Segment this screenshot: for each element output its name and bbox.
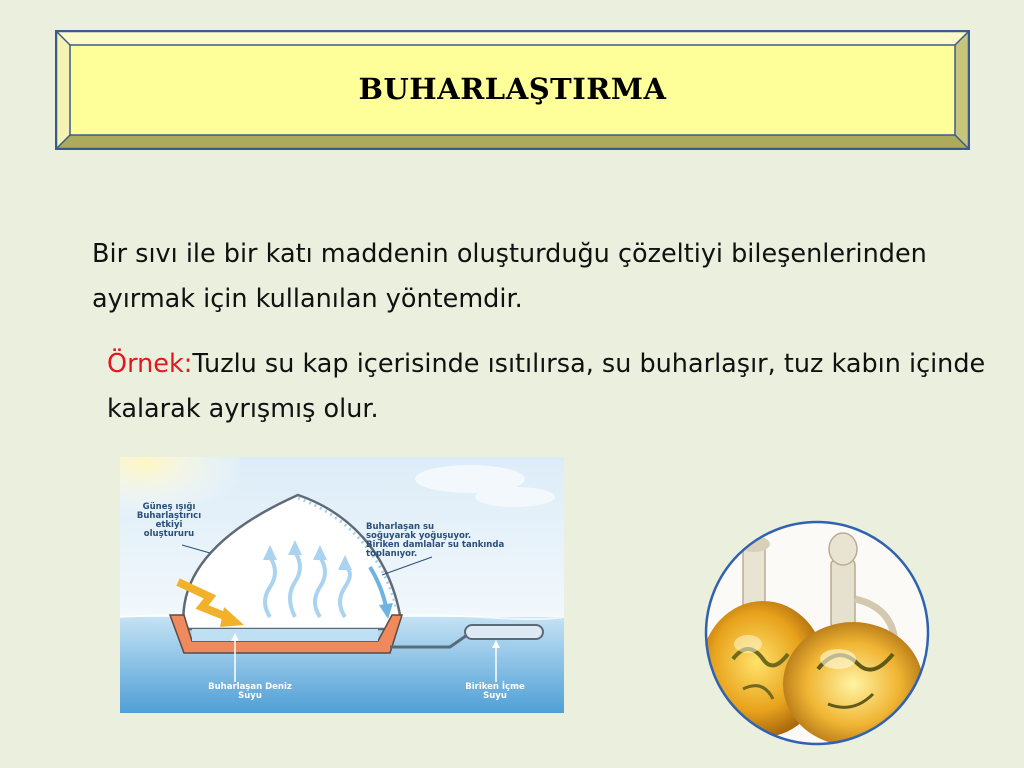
label-seawater: Buharlaşan Deniz Suyu — [208, 682, 292, 701]
slide-title: BUHARLAŞTIRMA — [358, 72, 667, 106]
definition-text: Bir sıvı ile bir katı maddenin oluşturduğu çözeltiyi bileşenlerinden ayırmak için kullanılan yöntemdir. — [92, 239, 927, 314]
solar-still-diagram — [120, 457, 564, 713]
example-paragraph — [107, 342, 987, 432]
label-drinkwater: Biriken İçme Suyu — [465, 682, 525, 701]
label-sunlight: Güneş ışığı Buharlaştırıcı etkiyi oluştururu — [136, 502, 202, 539]
solar-still-illustration — [120, 457, 564, 713]
example-text: Tuzlu su kap içerisinde ısıtılırsa, su buharlaşır, tuz kabın içinde kalarak ayrışmış olur. — [107, 349, 986, 424]
oil-bottles-photo — [703, 519, 931, 747]
title-banner — [55, 30, 970, 150]
example-label: Örnek: — [107, 349, 193, 379]
oil-bottles-image — [703, 519, 931, 747]
label-condensation: Buharlaşan su soğuyarak yoğuşuyor. Biriken damlalar su tankında toplanıyor. — [366, 522, 505, 559]
